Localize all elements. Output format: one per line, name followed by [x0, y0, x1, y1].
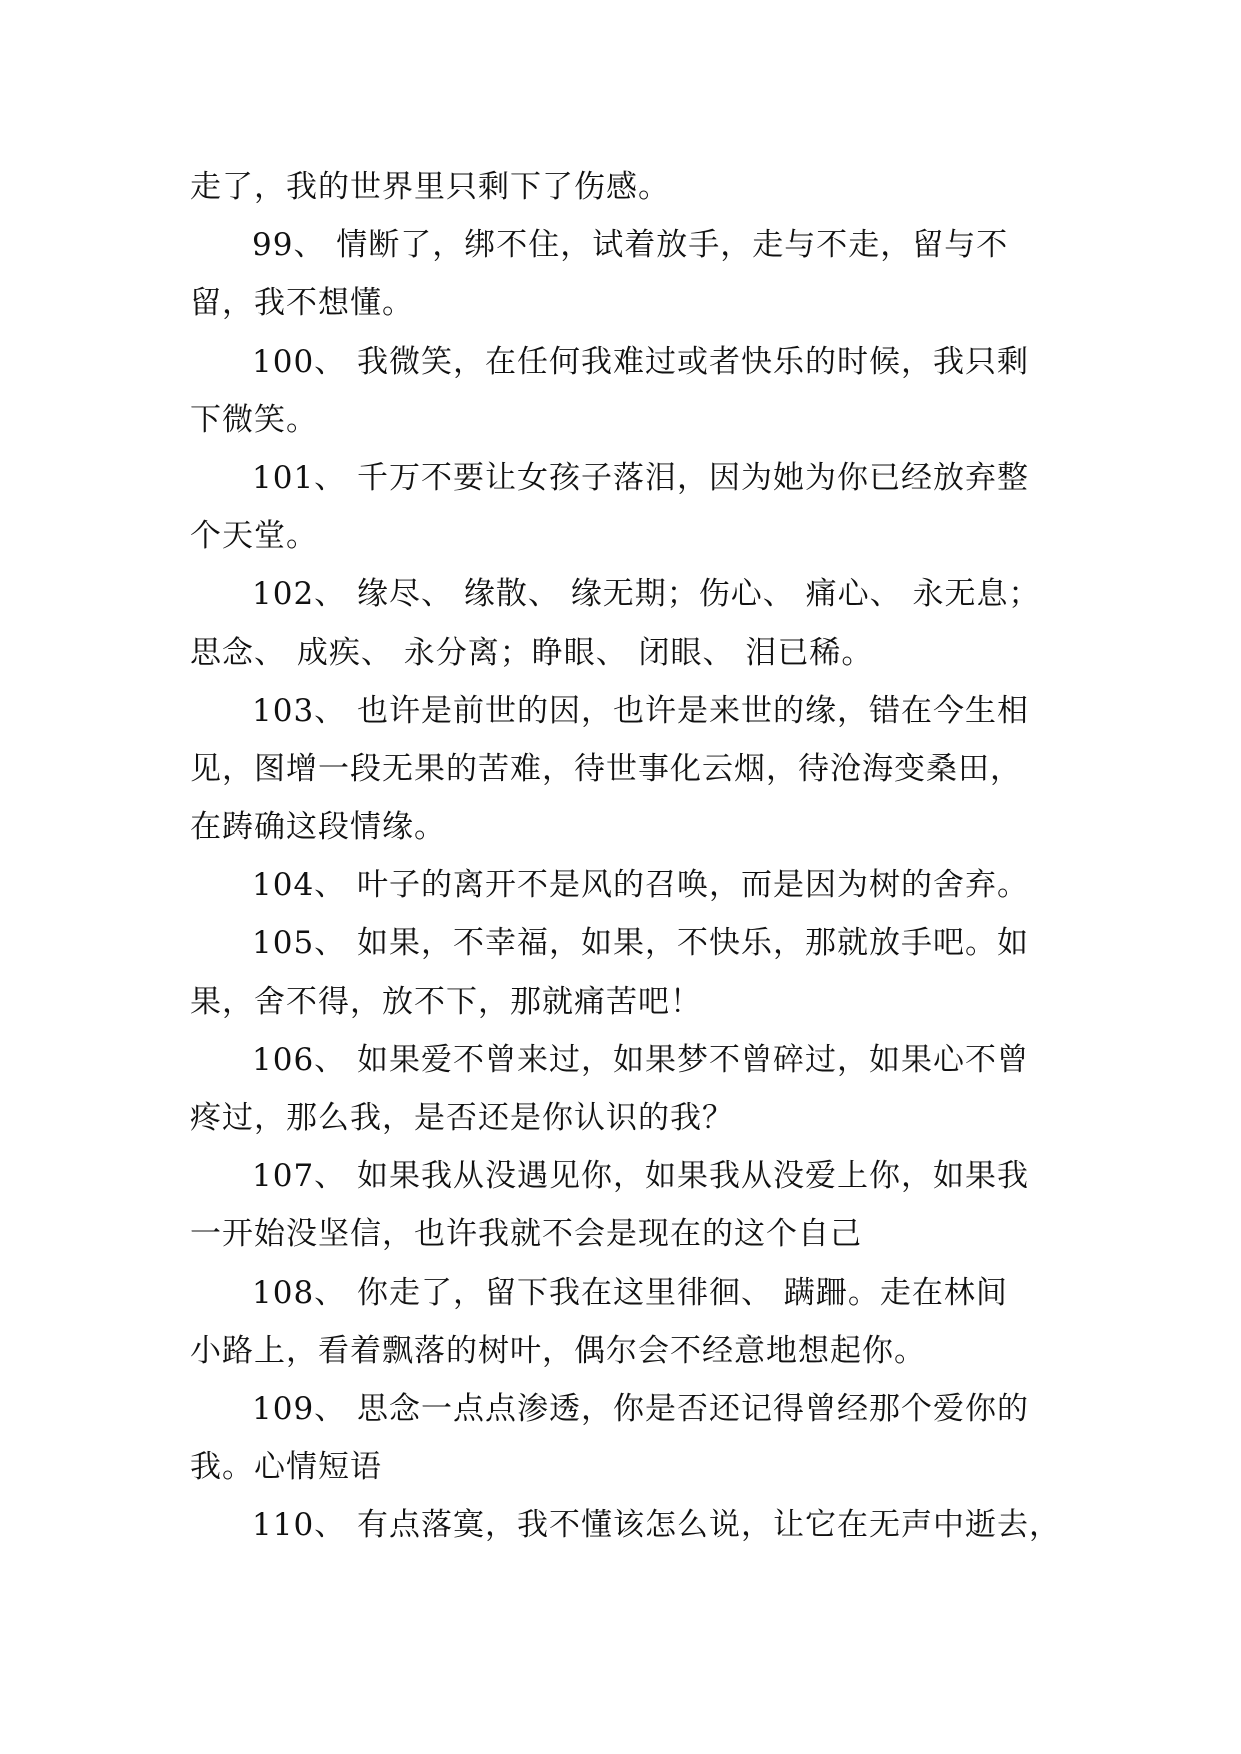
text-line: 留，我不想懂。	[190, 285, 414, 322]
text-line: 在踌确这段情缘。	[190, 809, 446, 846]
text-line: 109、 思念一点点渗透，你是否还记得曾经那个爱你的	[252, 1390, 1030, 1427]
text-line: 走了，我的世界里只剩下了伤感。	[190, 169, 670, 205]
text-line: 102、 缘尽、 缘散、 缘无期；伤心、 痛心、 永无息；	[252, 576, 1041, 613]
text-line: 小路上，看着飘落的树叶，偶尔会不经意地想起你。	[190, 1332, 926, 1369]
text-line: 果，舍不得，放不下，那就痛苦吧！	[190, 983, 702, 1020]
text-line: 个天堂。	[190, 518, 318, 555]
text-line: 110、 有点落寞，我不懂该怎么说，让它在无声中逝去，	[252, 1507, 1062, 1544]
text-line: 下微笑。	[190, 401, 318, 438]
text-line: 101、 千万不要让女孩子落泪，因为她为你已经放弃整	[252, 459, 1030, 496]
text-line: 我。心情短语	[190, 1449, 382, 1486]
text-line: 104、 叶子的离开不是风的召唤，而是因为树的舍弃。	[252, 867, 1030, 904]
text-line: 108、 你走了，留下我在这里徘徊、 蹒跚。走在林间	[252, 1274, 1008, 1311]
body-text	[190, 158, 1062, 1555]
text-line: 疼过，那么我，是否还是你认识的我？	[190, 1100, 734, 1136]
text-line: 一开始没坚信，也许我就不会是现在的这个自己	[190, 1216, 862, 1253]
text-line: 103、 也许是前世的因，也许是来世的缘，错在今生相	[252, 692, 1030, 729]
text-line: 见，图增一段无果的苦难，待世事化云烟，待沧海变桑田，	[190, 750, 1022, 787]
text-line: 107、 如果我从没遇见你，如果我从没爱上你，如果我	[252, 1158, 1030, 1195]
text-line: 105、 如果，不幸福，如果，不快乐，那就放手吧。如	[252, 925, 1030, 962]
text-line: 106、 如果爱不曾来过，如果梦不曾碎过，如果心不曾	[252, 1041, 1030, 1078]
text-line: 100、 我微笑，在任何我难过或者快乐的时候，我只剩	[252, 343, 1030, 380]
text-line: 99、 情断了，绑不住，试着放手，走与不走，留与不	[252, 227, 1009, 264]
text-line: 思念、 成疾、 永分离；睁眼、 闭眼、 泪已稀。	[190, 634, 874, 671]
